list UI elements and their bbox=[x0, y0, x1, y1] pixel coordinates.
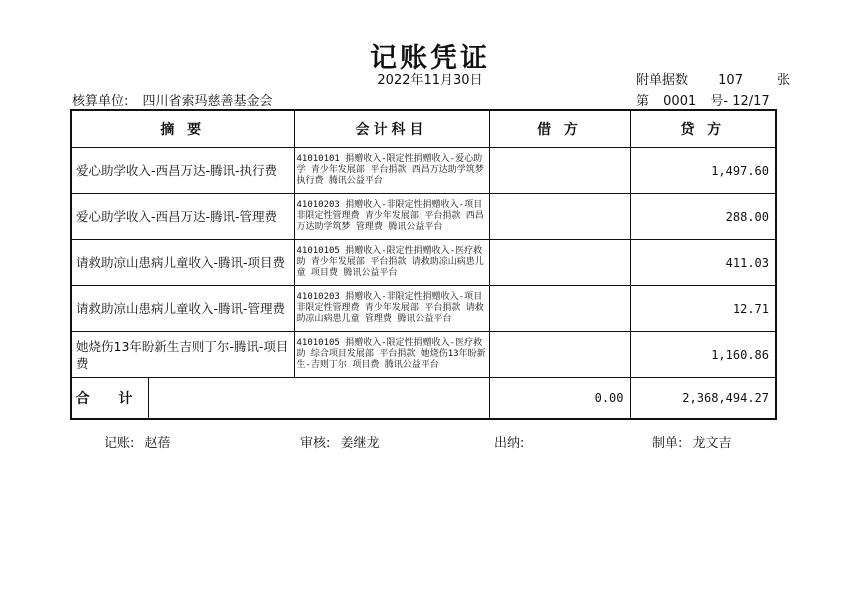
reviewer-field bbox=[300, 432, 380, 451]
column-debit: 借 方 bbox=[489, 110, 630, 148]
maker-field bbox=[652, 432, 732, 451]
row-credit: 411.03 bbox=[630, 240, 776, 286]
table-row bbox=[71, 286, 776, 332]
total-debit: 0.00 bbox=[489, 378, 630, 420]
cashier-field bbox=[494, 432, 530, 451]
column-credit: 贷 方 bbox=[630, 110, 776, 148]
row-summary: 请救助凉山患病儿童收入-腾讯-项目费 bbox=[71, 240, 294, 286]
row-subject: 41010203 捐赠收入-非限定性捐赠收入-项目非限定性管理费 青少年发展部 平台捐款 西昌万达助学筑梦 管理费 腾讯公益平台 bbox=[294, 194, 489, 240]
voucher-date: 2022年11月30日 bbox=[377, 73, 483, 88]
voucher-title: 记账凭证 bbox=[370, 43, 490, 74]
attachment-unit: 张 bbox=[777, 73, 791, 88]
attachment-label: 附单据数 bbox=[636, 73, 689, 88]
maker-label: 制单: bbox=[652, 436, 683, 451]
bookkeeper-name: 赵蓓 bbox=[144, 436, 171, 451]
cashier-label: 出纳: bbox=[494, 436, 525, 451]
table-header-row bbox=[71, 110, 776, 148]
accounting-unit bbox=[72, 90, 273, 109]
total-row bbox=[71, 378, 776, 420]
column-subject: 会计科目 bbox=[294, 110, 489, 148]
row-credit: 288.00 bbox=[630, 194, 776, 240]
attachment-number: 107 bbox=[718, 73, 743, 88]
accounting-unit-label: 核算单位: bbox=[72, 94, 129, 109]
bookkeeper-label: 记账: bbox=[104, 436, 135, 451]
bookkeeper-field bbox=[104, 432, 171, 451]
attachment-count bbox=[636, 69, 790, 88]
voucher-number-value: 0001 bbox=[663, 94, 697, 109]
row-credit: 12.71 bbox=[630, 286, 776, 332]
row-debit bbox=[489, 240, 630, 286]
maker-name: 龙文吉 bbox=[692, 436, 732, 451]
table-row bbox=[71, 332, 776, 378]
row-subject: 41010203 捐赠收入-非限定性捐赠收入-项目非限定性管理费 青少年发展部 平台捐款 请救助凉山病患儿童 管理费 腾讯公益平台 bbox=[294, 286, 489, 332]
row-debit bbox=[489, 148, 630, 194]
row-summary: 请救助凉山患病儿童收入-腾讯-管理费 bbox=[71, 286, 294, 332]
row-credit: 1,160.86 bbox=[630, 332, 776, 378]
total-label: 合 计 bbox=[72, 378, 149, 418]
row-debit bbox=[489, 194, 630, 240]
row-debit bbox=[489, 332, 630, 378]
table-row bbox=[71, 148, 776, 194]
total-label-cell bbox=[71, 378, 489, 420]
reviewer-label: 审核: bbox=[300, 436, 331, 451]
voucher-number-suffix: 号- 12/17 bbox=[710, 94, 770, 109]
row-debit bbox=[489, 286, 630, 332]
row-summary: 爱心助学收入-西昌万达-腾讯-管理费 bbox=[71, 194, 294, 240]
row-summary: 爱心助学收入-西昌万达-腾讯-执行费 bbox=[71, 148, 294, 194]
total-credit: 2,368,494.27 bbox=[630, 378, 776, 420]
voucher-number bbox=[636, 90, 770, 109]
accounting-unit-name: 四川省索玛慈善基金会 bbox=[142, 94, 273, 109]
voucher-table bbox=[70, 109, 777, 420]
row-subject: 41010101 捐赠收入-限定性捐赠收入-爱心助学 青少年发展部 平台捐款 西昌万达助学筑梦 执行费 腾讯公益平台 bbox=[294, 148, 489, 194]
table-row bbox=[71, 240, 776, 286]
column-summary: 摘 要 bbox=[71, 110, 294, 148]
row-subject: 41010105 捐赠收入-限定性捐赠收入-医疗救助 综合项目发展部 平台捐款 她烧伤13年盼新生-吉则丁尔 项目费 腾讯公益平台 bbox=[294, 332, 489, 378]
row-subject: 41010105 捐赠收入-限定性捐赠收入-医疗救助 青少年发展部 平台捐款 请救助凉山病患儿童 项目费 腾讯公益平台 bbox=[294, 240, 489, 286]
voucher-number-prefix: 第 bbox=[636, 94, 650, 109]
row-summary: 她烧伤13年盼新生吉则丁尔-腾讯-项目费 bbox=[71, 332, 294, 378]
reviewer-name: 姜继龙 bbox=[340, 436, 380, 451]
row-credit: 1,497.60 bbox=[630, 148, 776, 194]
table-row bbox=[71, 194, 776, 240]
